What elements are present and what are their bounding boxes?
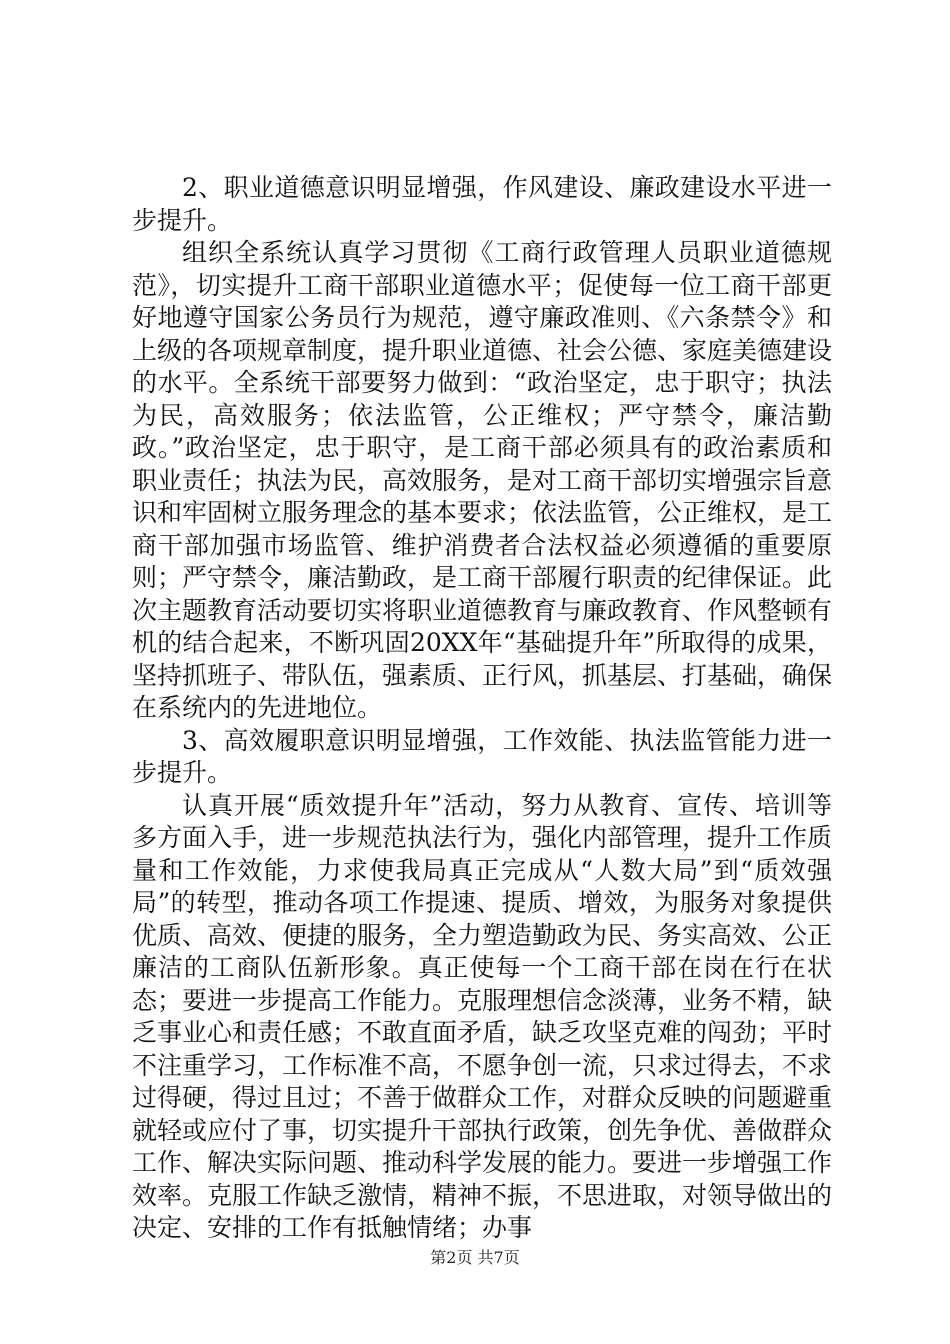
paragraph-heading-2: 2、职业道德意识明显增强，作风建设、廉政建设水平进一步提升。 xyxy=(132,173,832,235)
page-number-footer: 第2页 共7页 xyxy=(430,1248,520,1267)
paragraph-efficiency: 认真开展“质效提升年”活动，努力从教育、宣传、培训等多方面入手，进一步规范执法行为，强化内部管理，提升工作质量和工作效能，力求使我局真正完成从“人数大局”到“质效强局”的转型，推动各项工作提速、提质、增效，为服务对象提供优质、高效、便捷的服务，全力塑造勤政为民、务实高效、公正廉洁的工商队伍新形象。真正使每一个工商干部在岗在行在状态；要进一步提高工作能力。克服理想信念淡薄，业务不精，缺乏事业心和责任感；不敢直面矛盾，缺乏攻坚克难的闯劲；平时不注重学习，工作标准不高，不愿争创一流，只求过得去，不求过得硬，得过且过；不善于做群众工作，对群众反映的问题避重就轻或应付了事，切实提升干部执行政策，创先争优、善做群众工作、解决实际问题、推动科学发展的能力。要进一步增强工作效率。克服工作缺乏激情，精神不振，不思进取，对领导做出的决定、安排的工作有抵触情绪；办事 xyxy=(132,790,833,1242)
paragraph-heading-3: 3、高效履职意识明显增强，工作效能、执法监管能力进一步提升。 xyxy=(132,725,832,787)
document-body xyxy=(132,172,832,1245)
paragraph-ethics: 组织全系统认真学习贯彻《工商行政管理人员职业道德规范》，切实提升工商干部职业道德水平；促使每一位工商干部更好地遵守国家公务员行为规范，遵守廉政准则、《六条禁令》和上级的各项规章制度，提升职业道德、社会公德、家庭美德建设的水平。全系统干部要努力做到：“政治坚定，忠于职守；执法为民，高效服务；依法监管，公正维权；严守禁令，廉洁勤政。”政治坚定，忠于职守，是工商干部必须具有的政治素质和职业责任；执法为民，高效服务，是对工商干部切实增强宗旨意识和牢固树立服务理念的基本要求；依法监管，公正维权，是工商干部加强市场监管、维护消费者合法权益必须遵循的重要原则；严守禁令，廉洁勤政，是工商干部履行职责的纪律保证。此次主题教育活动要切实将职业道德教育与廉政教育、作风整顿有机的结合起来，不断巩固20XX年“基础提升年”所取得的成果，坚持抓班子、带队伍，强素质、正行风，抓基层、打基础，确保在系统内的先进地位。 xyxy=(132,238,833,722)
